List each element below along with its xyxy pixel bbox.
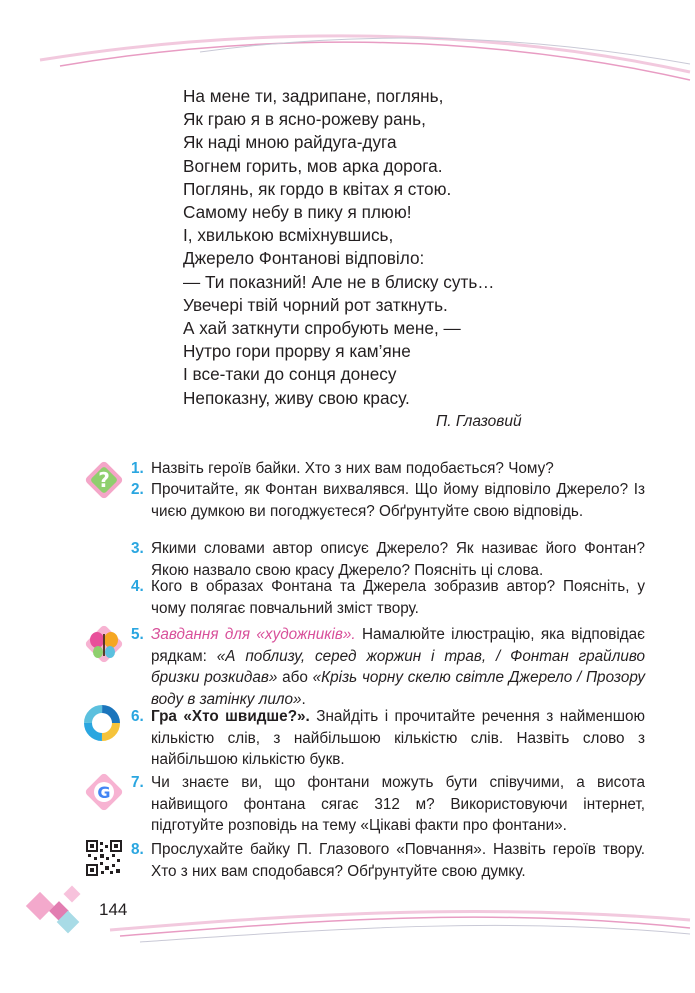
game-ring-icon xyxy=(82,703,122,743)
quote: «А поблизу, серед жоржин і трав, / Фонтан грайливо бризки розкидав» xyxy=(151,647,645,687)
question-5 xyxy=(131,624,645,710)
question-icon xyxy=(84,458,124,504)
poem-line: І, хвилькою всміхнувшись, xyxy=(183,225,394,246)
question-text: Прослухайте байку П. Глазового «Повчання». Назвіть героїв твору. Хто з них вам сподобався? Обґрунтуйте свою думку. xyxy=(151,841,645,880)
poem-text xyxy=(183,85,563,410)
task-title: Завдання для «художників». xyxy=(151,626,356,643)
game-title: Гра «Хто швидше?». xyxy=(151,708,310,725)
poem-line: Як наді мною райдуга-дуга xyxy=(183,132,397,153)
poem-line: А хай заткнути спробують мене, — xyxy=(183,318,461,339)
diamond-decoration xyxy=(26,892,54,920)
question-6 xyxy=(131,706,645,771)
poem-line: — Ти показний! Але не в блиску суть… xyxy=(183,271,495,292)
question-number: 6. xyxy=(131,708,144,725)
poem-line: Поглянь, як гордо в квітах я стою. xyxy=(183,178,452,199)
poem-line: Самому небу в пику я плюю! xyxy=(183,202,412,223)
quote: «Крізь чорну скелю світле Джерело / Прозору воду в затінку лило» xyxy=(151,669,645,708)
poem-line: На мене ти, задрипане, поглянь, xyxy=(183,86,444,106)
poem-line: І все-таки до сонця донесу xyxy=(183,364,397,385)
question-number: 5. xyxy=(131,626,144,643)
poem-author: П. Глазовий xyxy=(436,413,522,430)
svg-text:?: ? xyxy=(98,468,110,492)
question-number: 1. xyxy=(131,460,144,477)
question-number: 3. xyxy=(131,540,144,557)
question-2 xyxy=(131,479,645,522)
question-text: Назвіть героїв байки. Хто з них вам подобається? Чому? xyxy=(151,460,554,477)
qr-code-icon[interactable] xyxy=(86,840,122,876)
question-8 xyxy=(131,839,645,882)
question-7 xyxy=(131,772,645,837)
svg-text:G: G xyxy=(97,783,111,802)
butterfly-icon xyxy=(84,622,124,668)
end-punctuation: . xyxy=(301,690,306,708)
poem-line: Вогнем горить, мов арка дорога. xyxy=(183,155,443,176)
poem-line: Увечері твій чорний рот заткнуть. xyxy=(183,294,448,315)
poem-line: Нутро гори прорву я кам’яне xyxy=(183,341,411,362)
question-1 xyxy=(131,458,645,480)
question-text: Чи знаєте ви, що фонтани можуть бути співучими, а висота найвищого фонтана сягає 312 м? Використовуючи інтернет, підготуйте розповідь на тему «Цікаві факти про фонтани». xyxy=(151,774,645,835)
poem-line: Як граю я в ясно-рожеву рань, xyxy=(183,109,426,130)
question-number: 4. xyxy=(131,578,144,595)
question-text: Прочитайте, як Фонтан вихвалявся. Що йому відповіло Джерело? Із чиєю думкою ви погоджуєтеся? Обґрунтуйте свою відповідь. xyxy=(151,481,645,520)
game-text: Знайдіть і прочитайте речення з найменшою кількістю слів, з найбільшою кількістю слів. Назвіть слово з найбільшою кількістю букв. xyxy=(151,708,645,769)
question-text: Якими словами автор описує Джерело? Як називає його Фонтан? Якою назвало свою красу Джерело? Поясніть ці слова. xyxy=(151,540,645,579)
question-number: 8. xyxy=(131,841,144,858)
question-number: 2. xyxy=(131,481,144,498)
task-text: Намалюйте ілюстрацію, яка відповідає рядкам: xyxy=(151,626,645,665)
connector-text: або xyxy=(277,669,313,687)
poem-line: Непоказну, живу свою красу. xyxy=(183,387,410,408)
google-icon xyxy=(84,770,124,816)
question-4 xyxy=(131,576,645,619)
page-number: 144 xyxy=(99,900,128,919)
question-number: 7. xyxy=(131,774,144,791)
question-text xyxy=(151,706,645,771)
question-3 xyxy=(131,538,645,581)
poem-line: Джерело Фонтанові відповіло: xyxy=(183,248,425,269)
question-text: Кого в образах Фонтана та Джерела зобразив автор? Поясніть, у чому полягає повчальний зміст твору. xyxy=(151,578,645,617)
question-text xyxy=(151,624,645,710)
